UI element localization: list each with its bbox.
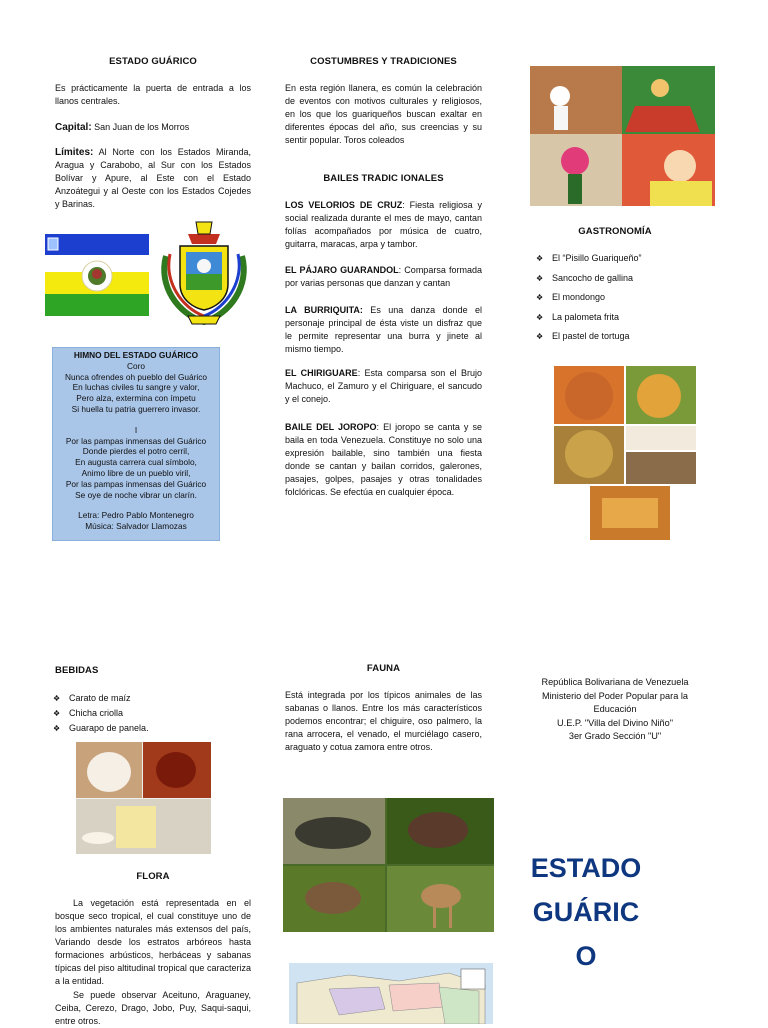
food-collage-image [554,366,696,540]
baile-text: Es una danza donde el personaje principal de ésta viste un disfraz que le permite representar una burra y jinete al mismo tiempo. [285,305,482,354]
list-item: ❖ La palometa frita [534,311,704,331]
baile-item [285,199,482,251]
hymn-box [52,347,220,541]
baile-name: EL PÁJARO GUARANDOL [285,265,399,275]
baile-item [285,421,482,499]
hymn-coro-line: Si huella tu patria guerrero invasor. [71,403,201,414]
flora-heading: FLORA [136,871,170,882]
costumbres-heading: COSTUMBRES Y TRADICIONES [310,56,457,67]
hymn-title: HIMNO DEL ESTADO GUÁRICO [73,350,199,360]
baile-text: : Comparsa formada por varias personas que danzan y cantan [285,265,482,288]
list-item: ❖ Chicha criolla [51,707,241,722]
capital-value: San Juan de los Morros [91,122,190,132]
hymn-coro-label: Coro [127,360,145,371]
hymn-verse-line: Donde pierdes el potro cerril, [82,446,190,457]
bebidas-heading: BEBIDAS [55,665,99,676]
list-item: ❖ Sancocho de gallina [534,272,704,292]
hymn-verse-line: Por las pampas inmensas del Guárico [65,435,207,446]
baile-name: EL CHIRIGUARE [285,368,358,378]
estado-guarico-heading: ESTADO GUÁRICO [109,56,197,67]
costumbres-text: En esta región llanera, es común la celebración de eventos con motivos culturales y religiosos, en los que los guariqueños buscan exaltar en diferentes épocas del año, sus creencias y su sentir popular. Toros coleados [285,83,482,145]
limits-value: Al Norte con los Estados Miranda, Aragua y Carabobo, al Sur con los Estados Bolívar y Apure, al Este con el Estado Anzoátegui y al Oeste con los Estados Cojedes y Barinas. [55,147,251,209]
baile-name: BAILE DEL JOROPO [285,422,377,432]
hymn-coro-line: Nunca ofrendes oh pueblo del Guárico [64,371,208,382]
map-image [289,963,493,1024]
limits-text [55,146,251,211]
list-item: ❖ Guarapo de panela. [51,722,241,737]
fauna-heading: FAUNA [366,663,401,674]
limits-label: Límites: [55,147,94,158]
hymn-letra: Letra: Pedro Pablo Montenegro [78,510,194,521]
gastronomia-list [534,252,704,350]
hymn-numeral: I [134,424,138,435]
ministry-line: Ministerio del Poder Popular para la Educación [541,690,689,714]
cover-title-line: ESTADO [530,853,642,883]
baile-item [285,264,482,290]
capital-label: Capital: [55,122,92,133]
school-info [530,676,700,744]
list-item: ❖ El mondongo [534,291,704,311]
hymn-coro-line: Pero alza, extermina con ímpetu [76,393,196,404]
baile-name: LA BURRIQUITA: [285,305,363,315]
republic-line: República Bolivariana de Venezuela [541,677,689,687]
hymn-coro-line: En luchas civiles tu sangre y valor, [72,382,200,393]
dance-collage-image [530,66,715,206]
baile-text: : Esta comparsa son el Brujo Machuco, el Zamuro y el Chiriguare, el sancudo y el conejo. [285,368,483,404]
hymn-verse-line: Se oye de noche vibrar un clarín. [75,489,197,500]
hymn-verse-line: En augusta carrera cual símbolo, [75,457,197,468]
guarico-flag-image [45,234,149,316]
baile-name: LOS VELORIOS DE CRUZ [285,200,403,210]
bebidas-list [51,692,241,737]
capital-line [55,121,251,134]
flora-text-2: Se puede observar Aceituno, Araguaney, Ceiba, Cerezo, Drago, Jobo, Puy, Saqui-saqui, entre otros. [55,990,251,1026]
hymn-verse-line: Por las pampas inmensas del Guárico [65,478,207,489]
baile-item [285,367,482,406]
list-item: ❖ Carato de maíz [51,692,241,707]
fauna-text: Está integrada por los típicos animales de las sabanas o llanos. Entre los más característicos podemos encontrar; el chiguire, oso palmero, la rana arrocera, el venado, el murciélago casero, araguato y cotua zamora entre otros. [285,690,482,752]
school-name-line: U.E.P. "Villa del Divino Niño" [557,717,673,728]
cover-title-line: GUÁRIC [532,897,640,927]
drinks-collage-image [76,742,211,854]
list-item: ❖ El “Pisillo Guariqueño” [534,252,704,272]
gastronomia-heading: GASTRONOMÍA [578,226,652,237]
baile-text: : Fiesta religiosa y social realizada durante el mes de mayo, cantan folías acompañados por música de cuatro, guitarra, maracas, arpa y tambor. [285,200,483,249]
bailes-heading: BAILES TRADIC IONALES [323,173,444,184]
grade-line: 3er Grado Sección "U" [568,731,662,741]
baile-item [285,304,482,356]
hymn-verse-line: Animo libre de un pueblo viril, [81,467,191,478]
baile-text: : El joropo se canta y se baila en toda Venezuela. Constituye no solo una expresión bailable, sino también una fiesta donde se cantan y bailan corridos, galerones, pasajes, golpes, pasajes y otras tonalidades folclóricas. Se efectúa en cualquier época. [285,422,482,497]
fauna-collage-image [283,798,494,932]
flora-text: La vegetación está representada en el bosque seco tropical, el cual constituye uno de los ambientes naturales más extensos del país, Variando desde los estratos arbóreos hasta formaciones arbústicos, herbáceas y sabanas típicas del piso altitudinal tropical que caracteriza a la entidad. [55,898,251,986]
cover-title [516,846,656,978]
cover-title-line: O [575,941,597,971]
list-item: ❖ El pastel de tortuga [534,330,704,350]
coat-of-arms-image [158,216,250,328]
intro-text: Es prácticamente la puerta de entrada a los llanos centrales. [55,83,251,106]
hymn-musica: Música: Salvador Llamozas [85,521,187,532]
